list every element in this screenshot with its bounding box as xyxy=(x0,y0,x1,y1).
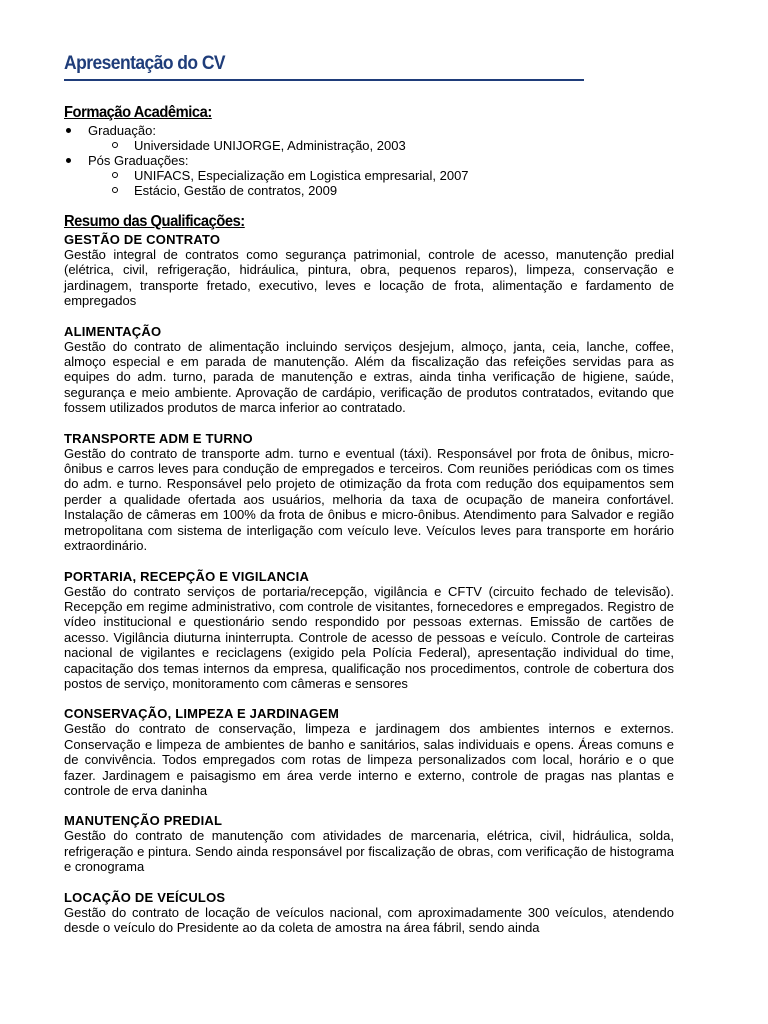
formacao-subitem xyxy=(88,138,674,153)
section-conservacao xyxy=(64,706,674,798)
section-text: Gestão integral de contratos como segurança patrimonial, controle de acesso, manutenção predial (elétrica, civil, refrigeração, hidráulica, pintura, obra, pequenos reparos), limpeza, conservação e jardinagem, transporte fretado, executivo, leves e locação de frota, alimentação e fardamento de empregados xyxy=(64,247,674,309)
section-alimentacao xyxy=(64,324,674,416)
section-text: Gestão do contrato de manutenção com atividades de marcenaria, elétrica, civil, hidráulica, solda, refrigeração e pintura. Sendo ainda responsável por fiscalização de obras, com verificação de histograma e cronograma xyxy=(64,828,674,875)
section-title: ALIMENTAÇÃO xyxy=(64,323,162,339)
circle-bullet-icon xyxy=(112,142,118,148)
formacao-item-label: Pós Graduações: xyxy=(88,153,189,168)
section-text: Gestão do contrato serviços de portaria/recepção, vigilância e CFTV (circuito fechado de televisão). Recepção em regime administrativo, com controle de visitantes, fornecedores e empregados. Registro de vídeo institucional e questionário sendo respondido por pessoas externas. Emissão de cartões de acesso. Vigilância diuturna ininterrupta. Controle de acesso de pessoas e veículo. Controle de carteiras nacional de vigilantes e reciclagens (exigido pela Polícia Federal), apresentação individual do time, capacitação dos temas internos da empresa, qualificação nos procedimentos, controle de cobertura dos postos de serviço, monitoramento com câmeras e sensores xyxy=(64,583,674,691)
circle-bullet-icon xyxy=(112,187,118,193)
formacao-item-pos xyxy=(64,153,674,198)
formacao-subitem-text: UNIFACS, Especialização em Logistica empresarial, 2007 xyxy=(134,168,469,183)
section-gestao-contrato xyxy=(64,232,674,309)
formacao-subitem-text: Estácio, Gestão de contratos, 2009 xyxy=(134,183,338,198)
section-manutencao xyxy=(64,813,674,874)
section-text: Gestão do contrato de locação de veículos nacional, com aproximadamente 300 veículos, atendendo desde o veículo do Presidente ao da coleta de amostra na área fábril, sendo ainda xyxy=(64,904,674,935)
bullet-icon xyxy=(66,158,71,163)
section-title: MANUTENÇÃO PREDIAL xyxy=(64,813,223,829)
formacao-subitem-text: Universidade UNIJORGE, Administração, 2003 xyxy=(134,138,406,153)
title-underline xyxy=(64,79,584,81)
formacao-sublist xyxy=(88,168,674,198)
section-title: PORTARIA, RECEPÇÃO E VIGILANCIA xyxy=(64,568,310,584)
section-text: Gestão do contrato de transporte adm. turno e eventual (táxi). Responsável por frota de ônibus, micro-ônibus e carros leves para condução de empregados e terceiros. Com reuniões periódicas com os times do adm. e turno. Responsável pelo projeto de otimização da frota com redução dos equipamentos sem perder a qualidade ofertada aos usuários, melhoria da taxa de ocupação de maneira confortável. Instalação de câmeras em 100% da frota de ônibus e micro-ônibus. Atendimento para Salvador e região metropolitana com sistema de interligação com veículo leve. Veículos leves para transporte em horário extraordinário. xyxy=(64,445,674,554)
formacao-list xyxy=(64,123,674,198)
formacao-subitem xyxy=(88,183,674,198)
section-portaria xyxy=(64,569,674,692)
section-title: LOCAÇÃO DE VEÍCULOS xyxy=(64,889,226,905)
bullet-icon xyxy=(66,128,71,133)
section-text: Gestão do contrato de alimentação incluindo serviços desjejum, almoço, janta, ceia, lanche, coffee, almoço especial e em parada de manutenção. Além da fiscalização das refeições servidas para as equipes do adm. turno, parada de manutenção e extras, ainda tinha verificação de higiene, saúde, segurança e meio ambiente. Aprovação de cardápio, verificação de produtos contratados, evitando que fossem utilizados produtos de marca inferior ao contratado. xyxy=(64,338,674,416)
resumo-heading: Resumo das Qualificações: xyxy=(64,213,245,230)
section-text: Gestão do contrato de conservação, limpeza e jardinagem dos ambientes internos e externos. Conservação e limpeza de ambientes de banho e sanitários, salas individuais e opens. Áreas comuns e de convivência. Todos empregados com rotas de limpeza personalizados com local, horário e o que fazer. Jardinagem e paisagismo em área verde interno e externo, controle de pragas nas plantas e controle de erva daninha xyxy=(64,721,674,798)
formacao-subitem xyxy=(88,168,674,183)
formacao-sublist xyxy=(88,138,674,153)
section-title: GESTÃO DE CONTRATO xyxy=(64,232,221,247)
formacao-item-graduacao xyxy=(64,123,674,153)
section-locacao xyxy=(64,890,674,936)
formacao-item-label: Graduação: xyxy=(88,123,156,138)
section-title: TRANSPORTE ADM E TURNO xyxy=(64,430,253,446)
section-transporte xyxy=(64,431,674,554)
section-title: CONSERVAÇÃO, LIMPEZA E JARDINAGEM xyxy=(64,706,340,722)
page-title: Apresentação do CV xyxy=(64,53,226,74)
circle-bullet-icon xyxy=(112,172,118,178)
formacao-heading: Formação Acadêmica: xyxy=(64,104,212,121)
